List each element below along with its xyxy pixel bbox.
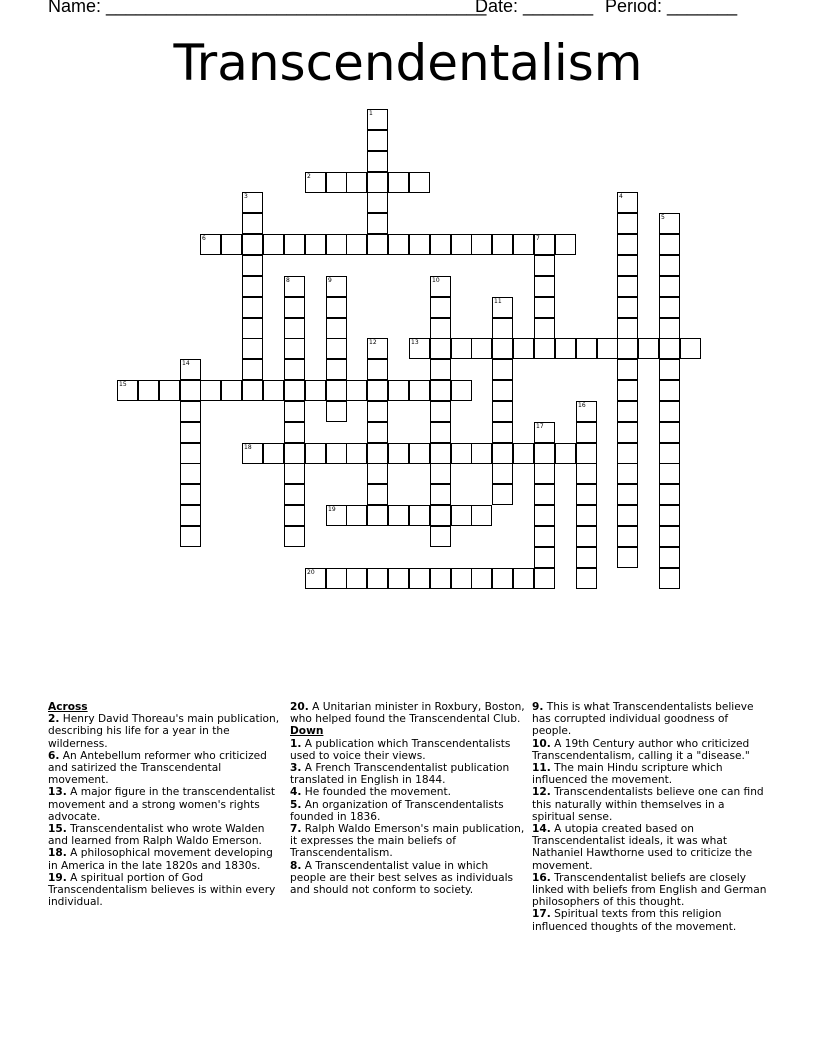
grid-cell[interactable] [492,234,513,255]
grid-cell[interactable] [367,443,388,464]
grid-cell[interactable] [284,484,305,505]
clue-number: 19 [328,506,336,513]
grid-cell[interactable] [617,484,638,505]
grid-cell[interactable] [576,547,597,568]
grid-cell[interactable] [263,443,284,464]
grid-cell[interactable] [367,380,388,401]
clues-column-1 [48,701,284,908]
page-title: Transcendentalism [173,34,643,92]
down-clue: 9. This is what Transcendentalists believe has corrupted individual goodness of people. [532,701,754,738]
grid-cell[interactable] [576,568,597,589]
grid-cell[interactable] [534,297,555,318]
clue-number: 4 [619,193,623,200]
grid-cell[interactable] [326,338,347,359]
grid-cell[interactable] [242,318,263,339]
grid-cell[interactable] [221,380,242,401]
grid-cell[interactable] [138,380,159,401]
grid-cell[interactable] [284,463,305,484]
grid-cell[interactable] [346,234,367,255]
grid-cell[interactable] [534,463,555,484]
clue-number: 10 [432,277,440,284]
grid-cell[interactable] [180,505,201,526]
name-field[interactable]: Name: ______________________________________ [48,0,487,16]
period-field[interactable]: Period: _______ [605,0,738,16]
grid-cell[interactable] [451,443,472,464]
grid-cell[interactable] [242,443,263,464]
grid-cell[interactable] [576,338,597,359]
grid-cell[interactable] [180,422,201,443]
grid-cell[interactable] [555,338,576,359]
grid-cell[interactable] [659,568,680,589]
grid-cell[interactable] [200,380,221,401]
grid-cell[interactable] [576,443,597,464]
grid-cell[interactable] [326,234,347,255]
down-clue: 3. A French Transcendentalist publication translated in English in 1844. [290,762,510,787]
grid-cell[interactable] [617,234,638,255]
grid-cell[interactable] [534,568,555,589]
grid-cell[interactable] [617,213,638,234]
grid-cell[interactable] [221,234,242,255]
grid-cell[interactable] [430,380,451,401]
grid-cell[interactable] [346,172,367,193]
across-heading: Across [48,701,88,713]
grid-cell[interactable] [617,318,638,339]
grid-cell[interactable] [430,526,451,547]
grid-cell[interactable] [430,484,451,505]
grid-cell[interactable] [346,505,367,526]
grid-cell[interactable] [617,401,638,422]
down-clue: 12. Transcendentalists believe one can find this naturally within themselves in a spiritual sense. [532,786,764,823]
across-clue: 20. A Unitarian minister in Roxbury, Boston, who helped found the Transcendental Club. [290,701,525,726]
grid-cell[interactable] [284,380,305,401]
grid-cell[interactable] [367,401,388,422]
grid-cell[interactable] [367,172,388,193]
grid-cell[interactable] [430,568,451,589]
grid-cell[interactable] [430,401,451,422]
grid-cell[interactable] [513,338,534,359]
grid-cell[interactable] [242,276,263,297]
down-clue: 14. A utopia created based on Transcendentalist ideals, it was what Nathaniel Hawthorne used to criticize the movement. [532,823,753,872]
grid-cell[interactable] [409,443,430,464]
down-clue: 16. Transcendentalist beliefs are closely linked with beliefs from English and German philosophers of this thought. [532,871,767,909]
grid-cell[interactable] [430,318,451,339]
down-clue: 10. A 19th Century author who criticized Transcendentalism, calling it a "disease." [532,737,750,762]
grid-cell[interactable] [284,338,305,359]
grid-cell[interactable] [367,359,388,380]
clue-number: 20 [307,569,315,576]
grid-cell[interactable] [430,338,451,359]
grid-cell[interactable] [659,297,680,318]
grid-cell[interactable] [430,234,451,255]
grid-cell[interactable] [263,234,284,255]
grid-cell[interactable] [346,568,367,589]
grid-cell[interactable] [617,526,638,547]
grid-cell[interactable] [617,463,638,484]
across-clue: 19. A spiritual portion of God Transcendentalism believes is within every individual. [48,871,276,909]
grid-cell[interactable] [617,505,638,526]
clue-number: 3 [244,193,248,200]
grid-cell[interactable] [659,234,680,255]
grid-cell[interactable] [430,422,451,443]
grid-cell[interactable] [367,192,388,213]
grid-cell[interactable] [367,463,388,484]
grid-cell[interactable] [430,505,451,526]
grid-cell[interactable] [451,338,472,359]
grid-cell[interactable] [534,255,555,276]
grid-cell[interactable] [513,568,534,589]
grid-cell[interactable] [492,484,513,505]
grid-cell[interactable] [409,234,430,255]
grid-cell[interactable] [326,297,347,318]
grid-cell[interactable] [242,380,263,401]
grid-cell[interactable] [284,359,305,380]
grid-cell[interactable] [617,359,638,380]
grid-cell[interactable] [659,380,680,401]
grid-cell[interactable] [534,234,555,255]
grid-cell[interactable] [180,359,201,380]
grid-cell[interactable] [555,443,576,464]
grid-cell[interactable] [388,443,409,464]
grid-cell[interactable] [180,443,201,464]
grid-cell[interactable] [659,401,680,422]
grid-cell[interactable] [617,338,638,359]
grid-cell[interactable] [471,234,492,255]
clue-number: 8 [286,277,290,284]
grid-cell[interactable] [576,484,597,505]
grid-cell[interactable] [367,338,388,359]
clues-column-3 [532,701,768,933]
grid-cell[interactable] [492,297,513,318]
grid-cell[interactable] [326,401,347,422]
grid-cell[interactable] [659,422,680,443]
grid-cell[interactable] [159,380,180,401]
clue-number: 14 [182,360,190,367]
grid-cell[interactable] [117,380,138,401]
grid-cell[interactable] [659,547,680,568]
grid-cell[interactable] [326,359,347,380]
down-heading: Down [290,725,324,738]
grid-cell[interactable] [326,568,347,589]
grid-cell[interactable] [284,422,305,443]
grid-cell[interactable] [430,359,451,380]
grid-cell[interactable] [326,276,347,297]
grid-cell[interactable] [409,338,430,359]
grid-cell[interactable] [513,443,534,464]
grid-cell[interactable] [471,338,492,359]
grid-cell[interactable] [326,380,347,401]
grid-cell[interactable] [451,568,472,589]
grid-cell[interactable] [451,234,472,255]
grid-cell[interactable] [409,172,430,193]
grid-cell[interactable] [242,255,263,276]
grid-cell[interactable] [430,276,451,297]
grid-cell[interactable] [367,109,388,130]
grid-cell[interactable] [576,422,597,443]
grid-cell[interactable] [576,401,597,422]
grid-cell[interactable] [242,213,263,234]
across-clue: 6. An Antebellum reformer who criticized and satirized the Transcendental movement. [48,749,267,787]
grid-cell[interactable] [409,380,430,401]
grid-cell[interactable] [367,505,388,526]
down-clue: 1. A publication which Transcendentalists used to voice their views. [290,737,511,762]
grid-cell[interactable] [534,443,555,464]
grid-cell[interactable] [180,463,201,484]
clue-number: 9 [328,277,332,284]
grid-cell[interactable] [388,505,409,526]
grid-cell[interactable] [305,443,326,464]
grid-cell[interactable] [534,422,555,443]
grid-cell[interactable] [388,234,409,255]
clue-number: 5 [661,214,665,221]
grid-cell[interactable] [659,359,680,380]
grid-cell[interactable] [534,505,555,526]
clues-column-2 [290,701,526,896]
grid-cell[interactable] [388,568,409,589]
grid-cell[interactable] [617,547,638,568]
clue-number: 18 [244,444,252,451]
grid-cell[interactable] [242,192,263,213]
grid-cell[interactable] [200,234,221,255]
grid-cell[interactable] [471,505,492,526]
grid-cell[interactable] [617,380,638,401]
grid-cell[interactable] [617,422,638,443]
grid-cell[interactable] [305,172,326,193]
grid-cell[interactable] [388,380,409,401]
grid-cell[interactable] [451,380,472,401]
grid-cell[interactable] [263,380,284,401]
across-clue: 2. Henry David Thoreau's main publication, describing his life for a year in the wilderness. [48,713,280,750]
across-clue: 18. A philosophical movement developing in America in the late 1820s and 1830s. [48,847,273,872]
grid-cell[interactable] [492,443,513,464]
grid-cell[interactable] [659,338,680,359]
across-clue: 15. Transcendentalist who wrote Walden and learned from Ralph Waldo Emerson. [48,823,265,848]
grid-cell[interactable] [367,422,388,443]
grid-cell[interactable] [242,234,263,255]
grid-cell[interactable] [180,380,201,401]
grid-cell[interactable] [367,568,388,589]
grid-cell[interactable] [430,297,451,318]
grid-cell[interactable] [326,318,347,339]
grid-cell[interactable] [576,463,597,484]
down-clue: 7. Ralph Waldo Emerson's main publication, it expresses the main beliefs of Transcendentalism. [290,823,525,860]
grid-cell[interactable] [492,463,513,484]
grid-cell[interactable] [680,338,701,359]
grid-cell[interactable] [346,443,367,464]
grid-cell[interactable] [451,505,472,526]
grid-cell[interactable] [284,234,305,255]
grid-cell[interactable] [305,234,326,255]
clue-number: 2 [307,173,311,180]
grid-cell[interactable] [346,380,367,401]
grid-cell[interactable] [576,505,597,526]
grid-cell[interactable] [305,568,326,589]
grid-cell[interactable] [430,463,451,484]
grid-cell[interactable] [576,526,597,547]
clue-number: 6 [202,235,206,242]
grid-cell[interactable] [492,401,513,422]
grid-cell[interactable] [534,276,555,297]
clue-number: 12 [369,339,377,346]
grid-cell[interactable] [492,338,513,359]
down-clue: 17. Spiritual texts from this religion influenced thoughts of the movement. [532,908,737,933]
grid-cell[interactable] [638,338,659,359]
across-clue: 13. A major figure in the transcendentalist movement and a strong women's rights advocate. [48,786,276,823]
down-clue: 4. He founded the movement. [290,786,452,799]
grid-cell[interactable] [284,505,305,526]
grid-cell[interactable] [388,172,409,193]
grid-cell[interactable] [617,192,638,213]
grid-cell[interactable] [471,568,492,589]
grid-cell[interactable] [180,401,201,422]
clue-number: 17 [536,423,544,430]
grid-cell[interactable] [534,318,555,339]
grid-cell[interactable] [367,213,388,234]
grid-cell[interactable] [242,338,263,359]
grid-cell[interactable] [492,318,513,339]
clue-number: 11 [494,298,502,305]
grid-cell[interactable] [284,318,305,339]
grid-cell[interactable] [492,359,513,380]
grid-cell[interactable] [617,276,638,297]
down-clue: 8. A Transcendentalist value in which people are their best selves as individuals and should not conform to society. [290,859,514,897]
grid-cell[interactable] [534,547,555,568]
grid-cell[interactable] [242,297,263,318]
grid-cell[interactable] [284,401,305,422]
grid-cell[interactable] [492,380,513,401]
grid-cell[interactable] [513,234,534,255]
grid-cell[interactable] [180,526,201,547]
grid-cell[interactable] [367,484,388,505]
clue-number: 1 [369,110,373,117]
grid-cell[interactable] [180,484,201,505]
grid-cell[interactable] [597,338,618,359]
grid-cell[interactable] [617,443,638,464]
grid-cell[interactable] [409,505,430,526]
clue-number: 15 [119,381,127,388]
grid-cell[interactable] [492,568,513,589]
grid-cell[interactable] [367,151,388,172]
grid-cell[interactable] [659,255,680,276]
grid-cell[interactable] [534,338,555,359]
grid-cell[interactable] [555,234,576,255]
grid-cell[interactable] [284,297,305,318]
grid-cell[interactable] [659,463,680,484]
grid-cell[interactable] [471,443,492,464]
grid-cell[interactable] [659,443,680,464]
clue-number: 16 [578,402,586,409]
grid-cell[interactable] [659,526,680,547]
grid-cell[interactable] [659,484,680,505]
grid-cell[interactable] [326,505,347,526]
date-field[interactable]: Date: _______ [475,0,594,16]
grid-cell[interactable] [326,443,347,464]
grid-cell[interactable] [284,276,305,297]
grid-cell[interactable] [659,276,680,297]
grid-cell[interactable] [409,568,430,589]
clue-number: 7 [536,235,540,242]
grid-cell[interactable] [305,380,326,401]
grid-cell[interactable] [284,526,305,547]
grid-cell[interactable] [367,234,388,255]
grid-cell[interactable] [430,443,451,464]
grid-cell[interactable] [659,318,680,339]
grid-cell[interactable] [617,255,638,276]
clue-number: 13 [411,339,419,346]
grid-cell[interactable] [367,130,388,151]
grid-cell[interactable] [534,484,555,505]
grid-cell[interactable] [242,359,263,380]
grid-cell[interactable] [534,526,555,547]
grid-cell[interactable] [659,505,680,526]
grid-cell[interactable] [284,443,305,464]
grid-cell[interactable] [617,297,638,318]
down-clue: 11. The main Hindu scripture which influenced the movement. [532,762,723,787]
down-clue: 5. An organization of Transcendentalists founded in 1836. [290,798,504,823]
grid-cell[interactable] [326,172,347,193]
grid-cell[interactable] [492,422,513,443]
grid-cell[interactable] [659,213,680,234]
